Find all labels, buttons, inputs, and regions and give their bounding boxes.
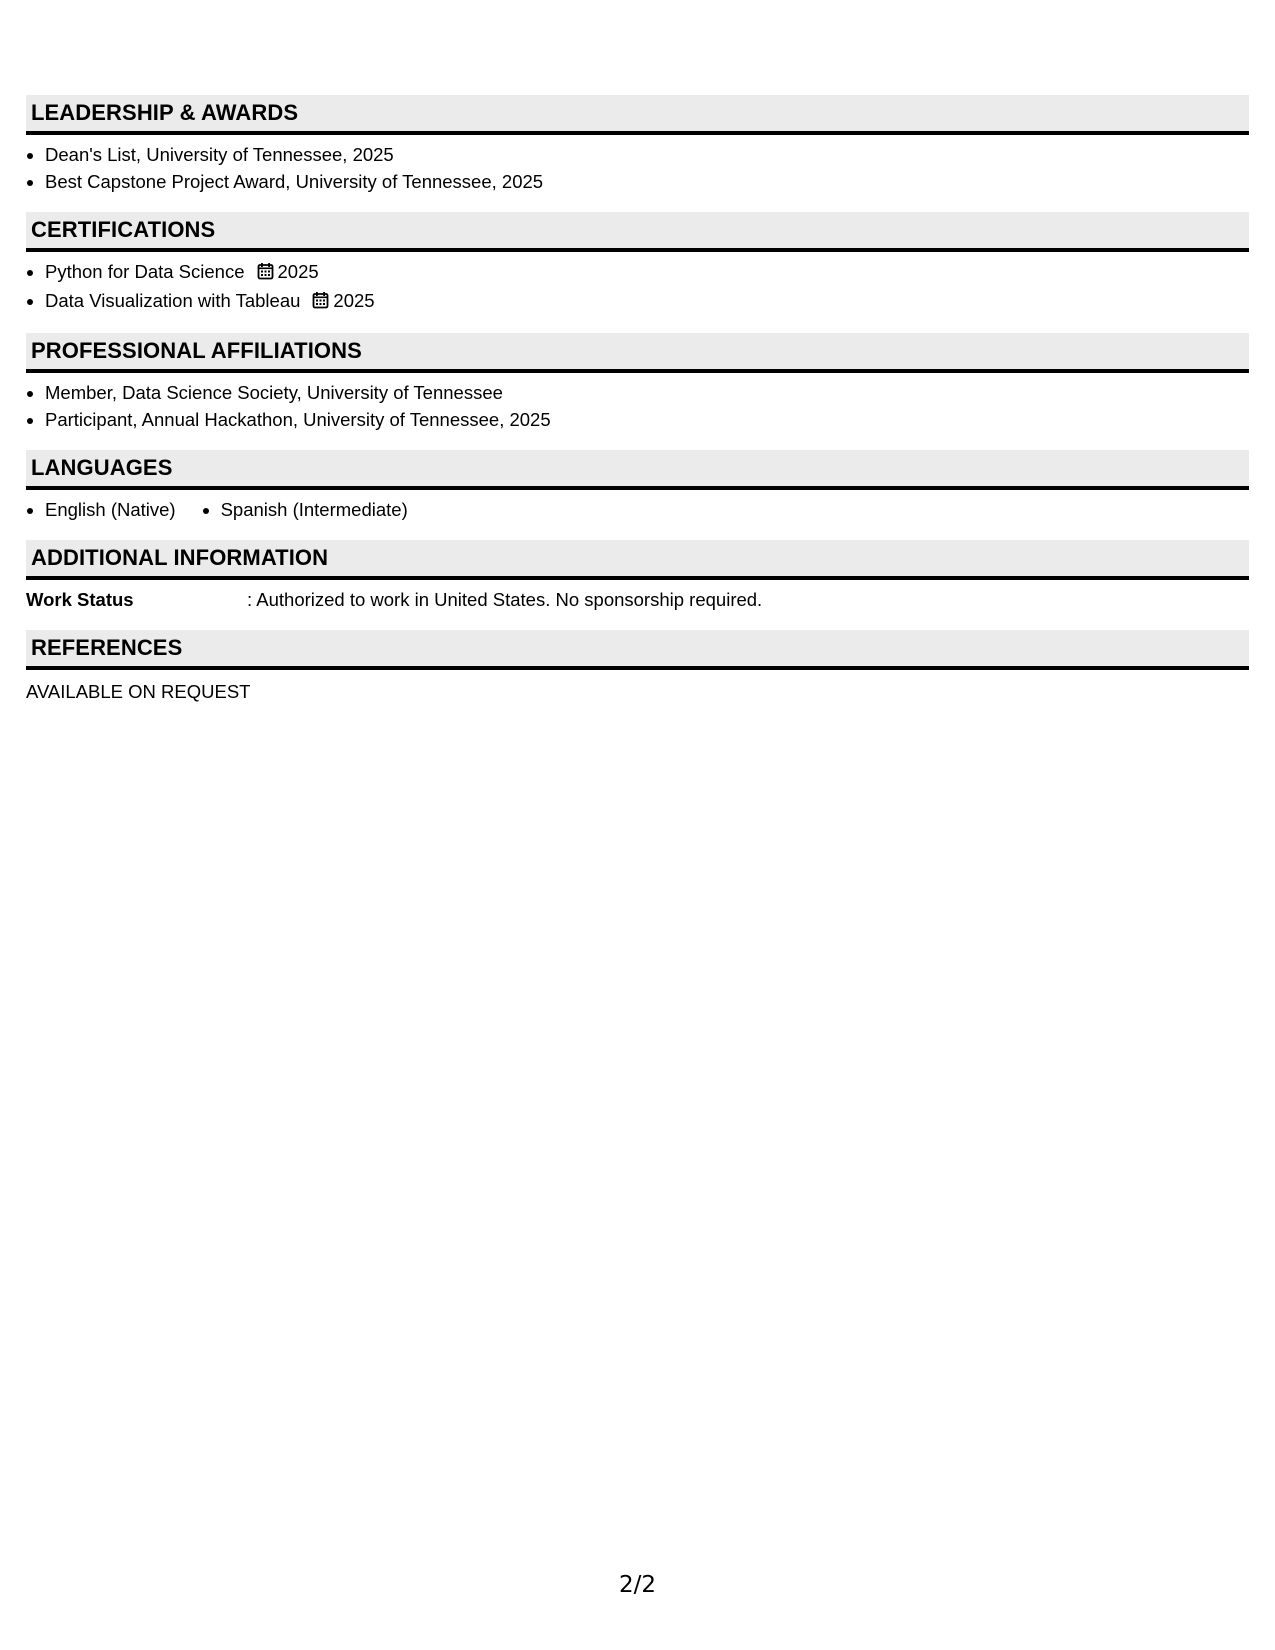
list-item: • English (Native) [45,496,176,523]
section-leadership-awards [26,95,1249,195]
certification-name: Python for Data Science [45,261,245,282]
section-header [26,95,1249,135]
section-title: REFERENCES [31,635,183,660]
list-item: • Participant, Annual Hackathon, University of Tennessee, 2025 [45,406,1249,433]
section-title: PROFESSIONAL AFFILIATIONS [31,338,362,363]
work-status-value: : Authorized to work in United States. No sponsorship required. [247,589,763,610]
section-header [26,450,1249,490]
section-header [26,540,1249,580]
page-number: 2/2 [618,1572,656,1598]
certification-year: 2025 [333,290,375,311]
certification-year: 2025 [277,261,319,282]
leadership-list [26,141,1249,195]
languages-list [26,496,1249,523]
calendar-icon [257,260,274,287]
section-header [26,212,1249,252]
list-item: • Spanish (Intermediate) [221,496,408,523]
section-languages [26,450,1249,523]
section-professional-affiliations [26,333,1249,433]
section-title: LANGUAGES [31,455,173,480]
list-item: • Member, Data Science Society, University of Tennessee [45,379,1249,406]
list-item: • Dean's List, University of Tennessee, 2025 [45,141,1249,168]
list-item: • Best Capstone Project Award, University of Tennessee, 2025 [45,168,1249,195]
affiliations-list [26,379,1249,433]
section-additional-information [26,540,1249,613]
section-header [26,630,1249,670]
list-item [45,287,1249,316]
references-text: AVAILABLE ON REQUEST [26,681,251,702]
section-title: ADDITIONAL INFORMATION [31,545,329,570]
certifications-list [26,258,1249,316]
work-status-label: Work Status [26,589,134,610]
section-certifications [26,212,1249,316]
section-header [26,333,1249,373]
section-title: CERTIFICATIONS [31,217,216,242]
calendar-icon [312,289,329,316]
section-references [26,630,1249,705]
certification-name: Data Visualization with Tableau [45,290,301,311]
work-status-row [26,586,1249,613]
section-title: LEADERSHIP & AWARDS [31,100,299,125]
list-item [45,258,1249,287]
resume-page [26,95,1249,722]
